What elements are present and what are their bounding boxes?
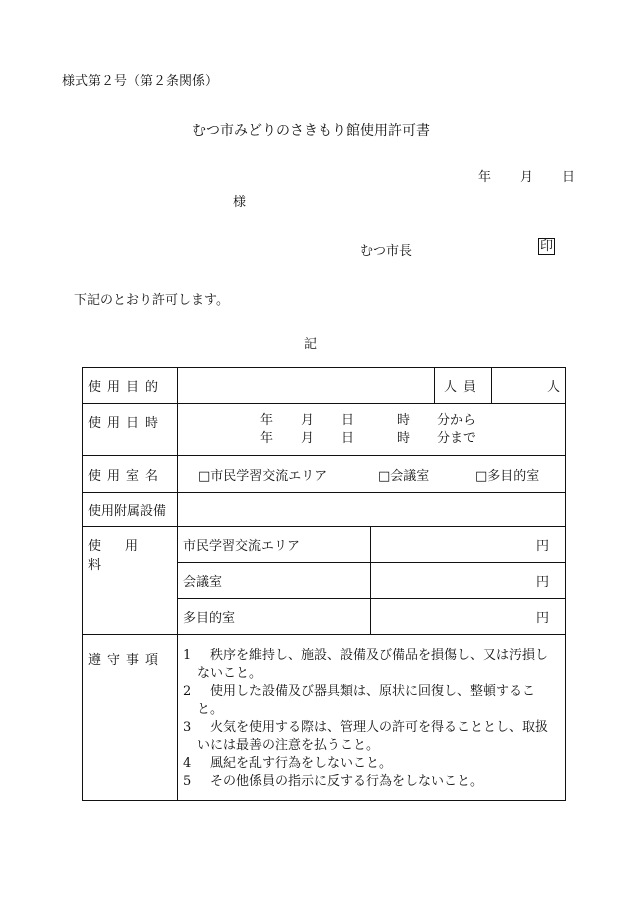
form-number: 様式第２号（第２条関係） [62,74,219,89]
rule-item-4 [183,755,560,773]
room-row [83,456,566,493]
rule-item-1 [183,647,560,683]
datetime-value [178,404,566,456]
from-year: 年 [260,412,274,428]
equipment-label: 使用附属設備 [83,493,178,527]
rule-text-5: その他係員の指示に反する行為をしないこと。 [210,774,484,789]
to-hour: 時 [397,430,411,446]
rule-text-1: 秩序を維持し、施設、設備及び備品を損傷し、又は汚損しないこと。 [197,648,549,681]
room-label: 使用室名 [83,456,178,493]
issuer: むつ市長 [360,244,413,259]
addressee-suffix: 様 [233,195,247,210]
from-day: 日 [341,412,355,428]
fee-name-3: 多目的室 [178,599,371,635]
fee-row-1 [83,527,566,563]
datetime-from [260,412,560,430]
rule-text-4: 風紀を乱す行為をしないこと。 [210,756,393,771]
equipment-value [178,493,566,527]
datetime-row [83,404,566,456]
date-year-label: 年 [478,170,492,185]
fee-unit-3: 円 [371,599,566,635]
rule-number-3: 3 [183,720,192,735]
datetime-to [260,430,560,448]
to-month: 月 [301,430,315,446]
datetime-label: 使用日時 [83,404,178,456]
rule-item-3 [183,719,560,755]
rule-text-2: 使用した設備及び器具類は、原状に回復し、整頓すること。 [197,684,536,717]
from-hour: 時 [397,412,411,428]
document-title: むつ市みどりのさきもり館使用許可書 [192,123,430,139]
equipment-row [83,493,566,527]
fee-name-1: 市民学習交流エリア [178,527,371,563]
purpose-label: 使用目的 [83,368,178,404]
people-label: 人員 [435,368,492,404]
from-month: 月 [301,412,315,428]
date-month-label: 月 [520,170,534,185]
people-unit: 人 [492,368,566,404]
intro-text: 下記のとおり許可します。 [74,293,229,308]
rule-item-2 [183,683,560,719]
rules-list [178,635,566,801]
ki-heading: 記 [304,337,318,352]
rules-row [83,635,566,801]
from-minute: 分から [437,412,477,428]
to-minute: 分まで [437,430,477,446]
rule-number-2: 2 [183,684,192,699]
rule-text-3: 火気を使用する際は、管理人の許可を得ることとし、取扱いには最善の注意を払うこと。 [197,720,549,753]
rule-item-5 [183,773,560,791]
date-day-label: 日 [562,170,576,185]
rules-label: 遵守事項 [83,635,178,801]
seal-mark: 印 [540,239,554,254]
fee-unit-2: 円 [371,563,566,599]
purpose-row [83,368,566,404]
room-option-citizen-area[interactable]: □市民学習交流エリア [198,468,328,484]
fee-name-2: 会議室 [178,563,371,599]
fee-label: 使用料 [83,527,178,635]
room-option-meeting-room[interactable]: □会議室 [378,468,430,484]
purpose-value [178,368,435,404]
room-option-multipurpose[interactable]: □多目的室 [475,468,540,484]
permit-table [82,367,566,801]
to-year: 年 [260,430,274,446]
rule-number-1: 1 [183,648,192,663]
rule-number-4: 4 [183,756,192,771]
to-day: 日 [341,430,355,446]
room-options [178,456,566,493]
fee-unit-1: 円 [371,527,566,563]
rule-number-5: 5 [183,774,192,789]
